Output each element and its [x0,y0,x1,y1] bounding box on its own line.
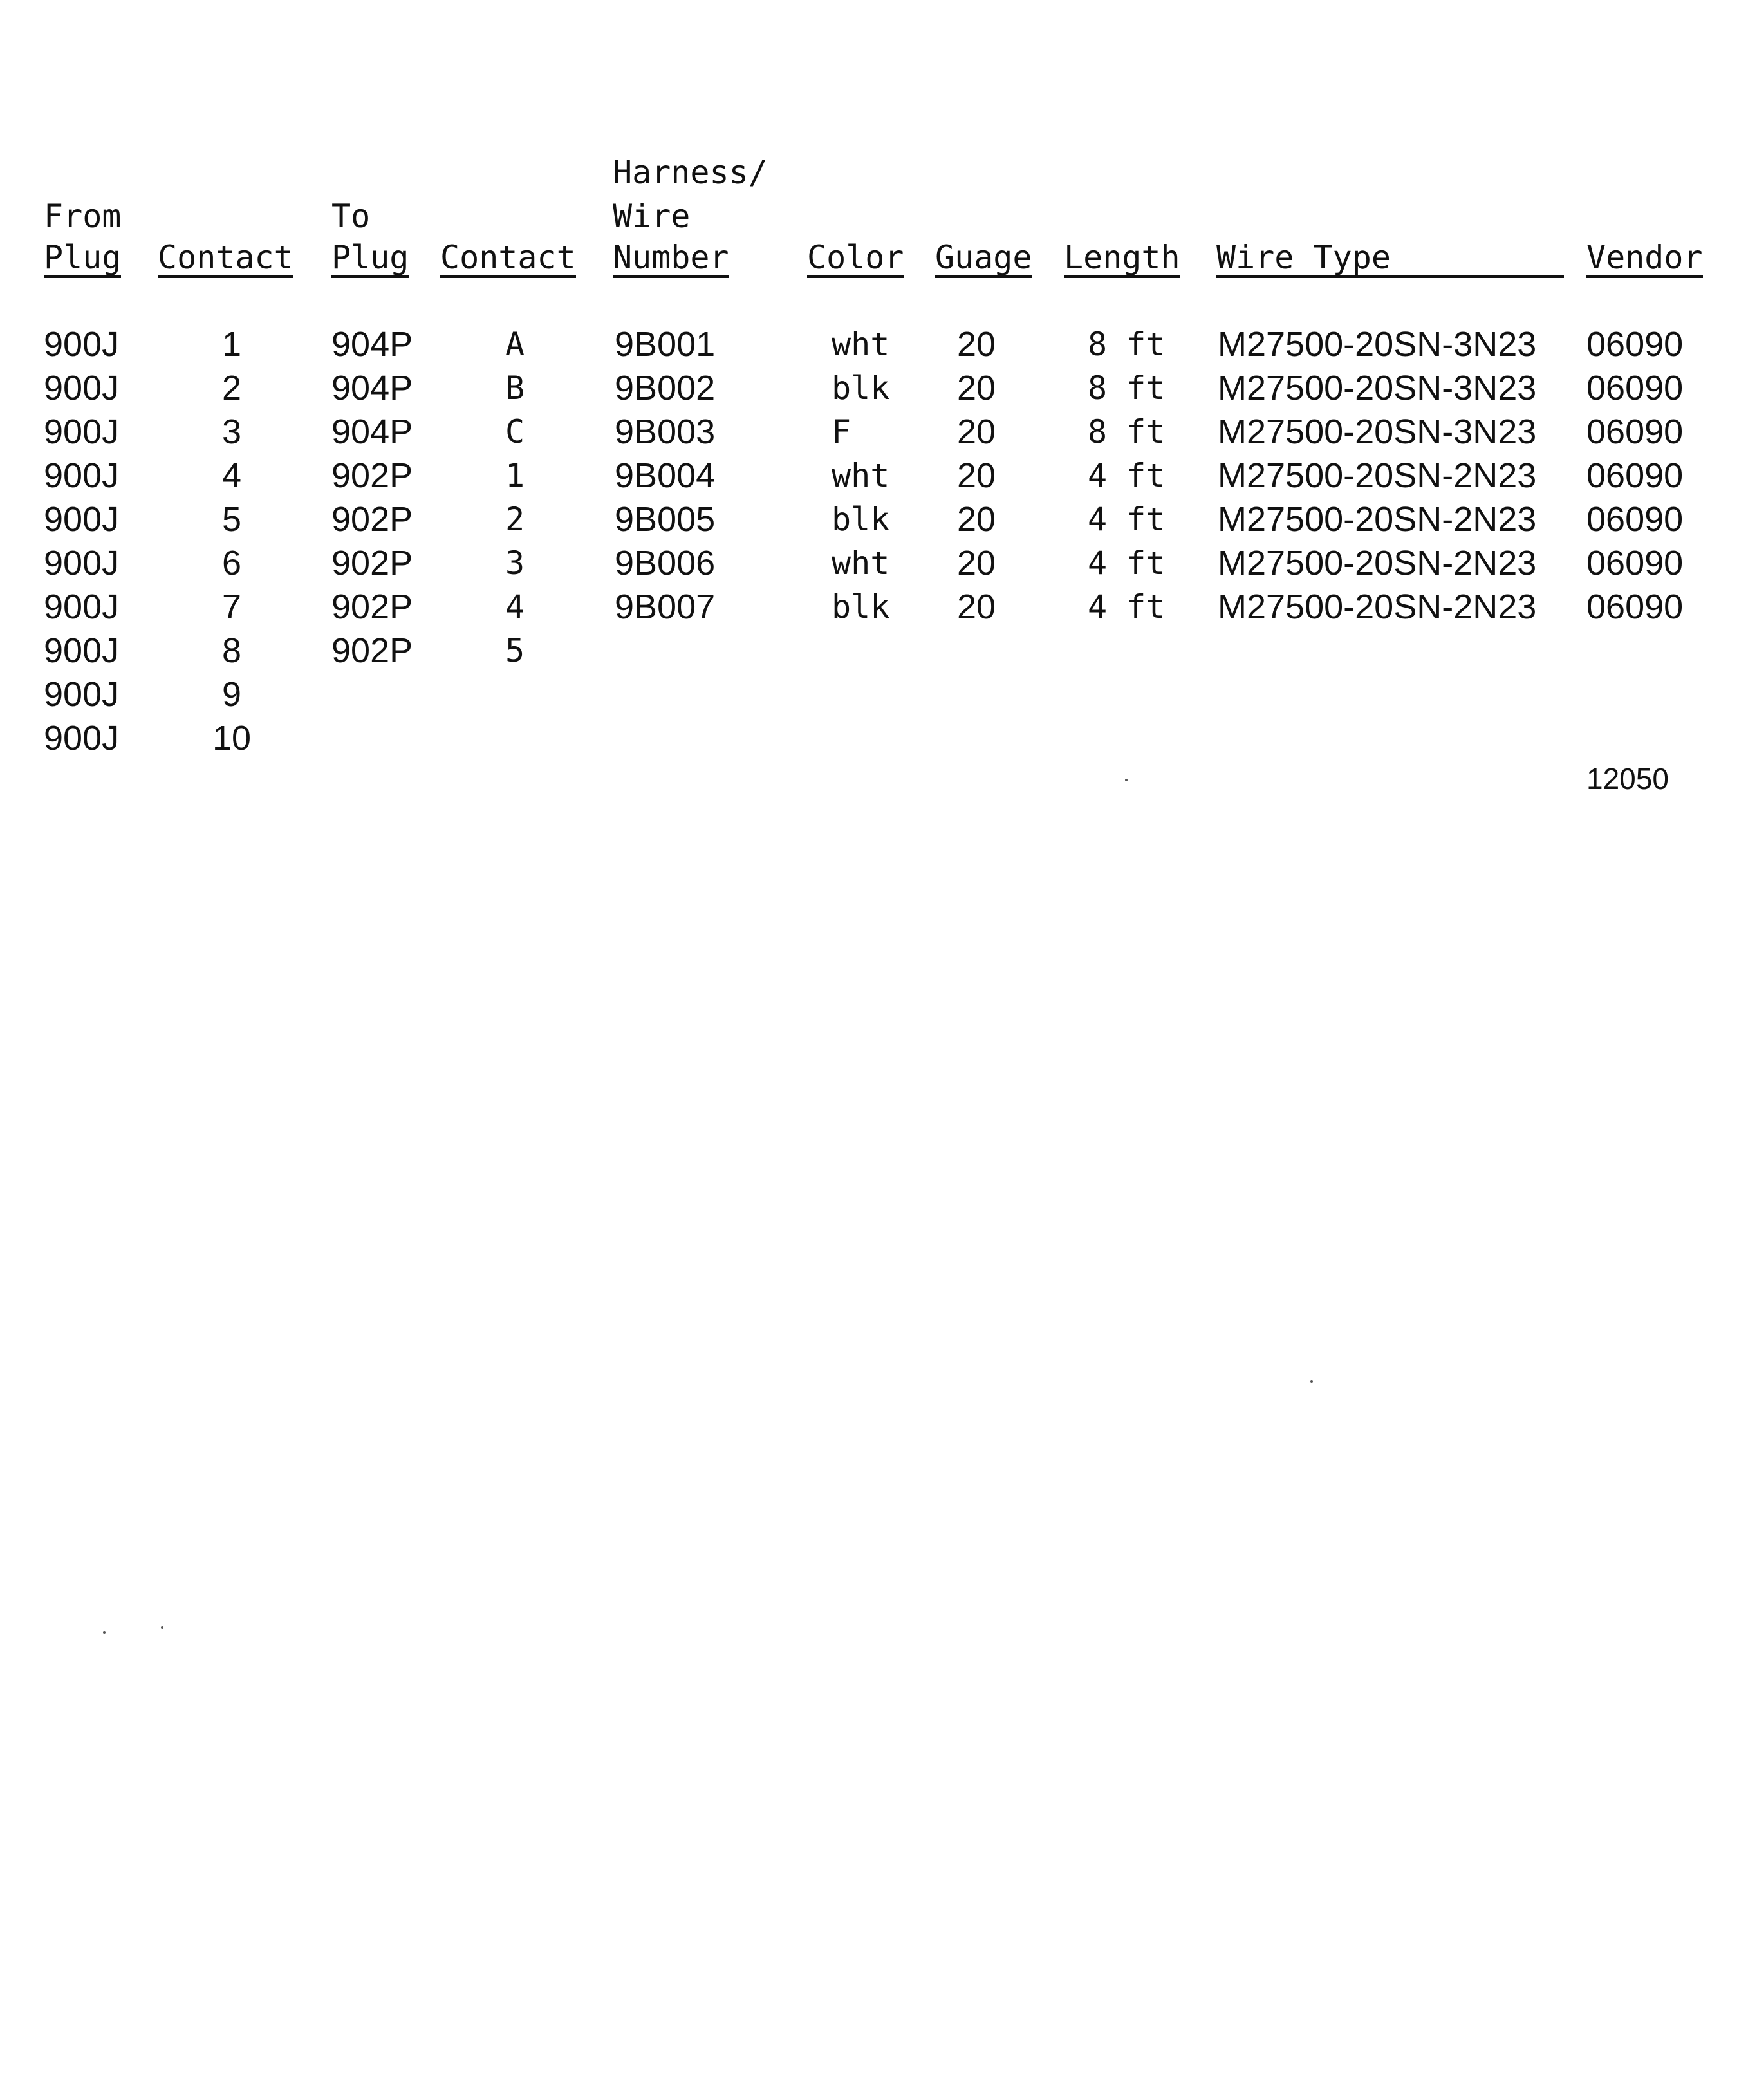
cell-to-plug: 902P [331,544,413,582]
cell-vendor: 06090 [1586,500,1684,539]
cell-wire-type: M27500-20SN-3N23 [1218,369,1537,407]
scan-speck [1125,779,1128,781]
cell-from-contact: 3 [221,413,242,451]
cell-to-plug: 904P [331,413,413,451]
header-to-contact: Contact [440,239,576,278]
cell-color: F [832,413,851,451]
cell-from-plug: 900J [44,500,120,539]
header-wire-label: Wire [613,198,691,235]
header-to-plug: Plug [331,239,409,278]
scan-speck [1310,1380,1313,1383]
header-from-label: From [44,198,122,235]
cell-from-plug: 900J [44,456,120,495]
header-to-label: To [331,198,371,235]
cell-wire-number: 9B001 [615,325,716,364]
cell-wire-number: 9B004 [615,456,716,495]
header-color: Color [807,239,904,278]
cell-to-plug: 902P [331,456,413,495]
cell-to-plug: 904P [331,369,413,407]
cell-vendor: 06090 [1586,456,1684,495]
cell-vendor: 06090 [1586,325,1684,364]
header-harness-label: Harness/ [613,154,768,191]
cell-wire-type: M27500-20SN-2N23 [1218,456,1537,495]
header-from-plug: Plug [44,239,121,278]
cell-from-plug: 900J [44,719,120,757]
cell-to-contact: 3 [505,544,525,582]
header-wire-type: Wire Type [1216,239,1564,278]
cell-wire-number: 9B002 [615,369,716,407]
cell-length: 8 ft [1088,369,1166,407]
cell-wire-type: M27500-20SN-2N23 [1218,544,1537,582]
cell-from-contact: 5 [221,500,242,539]
cell-to-contact: 1 [505,457,525,494]
cell-gauge: 20 [957,500,996,539]
cell-gauge: 20 [957,588,996,626]
cell-wire-number: 9B003 [615,413,716,451]
cell-color: blk [832,369,890,407]
header-gauge: Guage [935,239,1032,278]
cell-gauge: 20 [957,369,996,407]
cell-to-contact: 5 [505,632,525,669]
cell-gauge: 20 [957,325,996,364]
cell-color: wht [832,457,890,494]
scan-speck [103,1631,106,1634]
cell-vendor: 06090 [1586,413,1684,451]
cell-from-contact: 10 [212,719,252,757]
cell-wire-number: 9B007 [615,588,716,626]
cell-length: 4 ft [1088,544,1166,582]
cell-wire-type: M27500-20SN-2N23 [1218,500,1537,539]
cell-from-contact: 4 [221,456,242,495]
cell-length: 4 ft [1088,588,1166,626]
cell-to-plug: 902P [331,631,413,670]
cell-from-plug: 900J [44,631,120,670]
cell-vendor: 06090 [1586,544,1684,582]
cell-gauge: 20 [957,413,996,451]
header-vendor: Vendor [1586,239,1703,278]
cell-wire-type: M27500-20SN-3N23 [1218,325,1537,364]
cell-wire-number: 9B005 [615,500,716,539]
cell-length: 8 ft [1088,326,1166,363]
cell-from-contact: 9 [221,675,242,714]
cell-color: blk [832,501,890,538]
cell-to-contact: C [505,413,525,451]
cell-from-contact: 7 [221,588,242,626]
cell-color: wht [832,326,890,363]
cell-length: 8 ft [1088,413,1166,451]
cell-from-contact: 8 [221,631,242,670]
cell-length: 4 ft [1088,457,1166,494]
cell-to-contact: 4 [505,588,525,626]
cell-color: wht [832,544,890,582]
header-wire-number: Number [613,239,729,278]
cell-wire-type: M27500-20SN-2N23 [1218,588,1537,626]
cell-to-plug: 904P [331,325,413,364]
cell-to-contact: B [505,369,525,407]
cell-from-plug: 900J [44,413,120,451]
cell-vendor: 06090 [1586,588,1684,626]
cell-wire-number: 9B006 [615,544,716,582]
header-from-contact: Contact [158,239,293,278]
cell-from-plug: 900J [44,675,120,714]
cell-to-contact: 2 [505,501,525,538]
cell-length: 4 ft [1088,501,1166,538]
cell-vendor: 06090 [1586,369,1684,407]
cell-gauge: 20 [957,544,996,582]
cell-to-plug: 902P [331,588,413,626]
cell-from-plug: 900J [44,325,120,364]
cell-color: blk [832,588,890,626]
cell-from-plug: 900J [44,544,120,582]
document-number: 12050 [1586,762,1669,795]
cell-from-plug: 900J [44,369,120,407]
cell-to-contact: A [505,326,525,363]
cell-from-plug: 900J [44,588,120,626]
cell-from-contact: 1 [221,325,242,364]
scan-speck [161,1626,163,1629]
cell-from-contact: 2 [221,369,242,407]
cell-wire-type: M27500-20SN-3N23 [1218,413,1537,451]
cell-gauge: 20 [957,456,996,495]
cell-from-contact: 6 [221,544,242,582]
header-length: Length [1064,239,1180,278]
cell-to-plug: 902P [331,500,413,539]
